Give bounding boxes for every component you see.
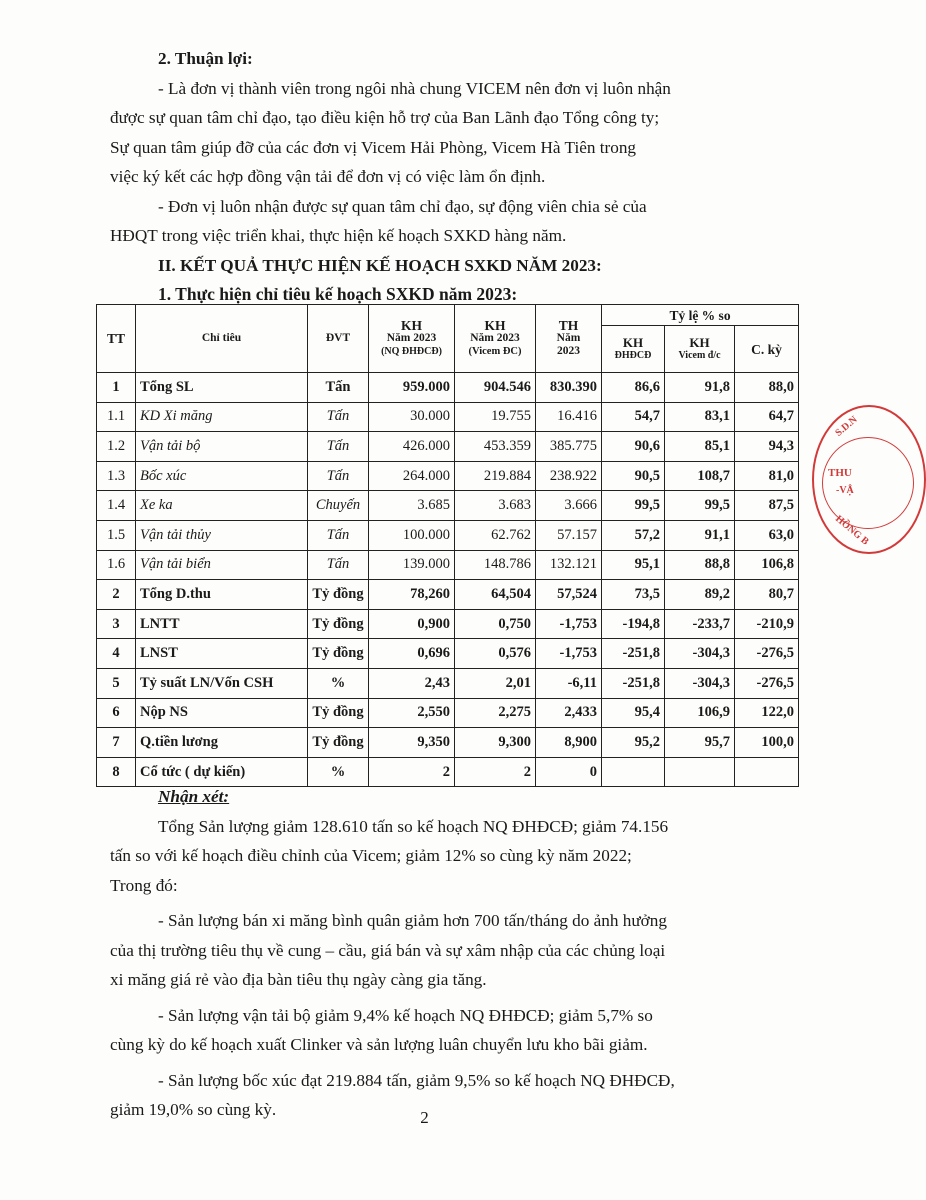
cell-kh-nq: 139.000 — [369, 550, 455, 580]
header-ratio-ck: C. kỳ — [735, 326, 799, 373]
cell-ratio-kh: 99,5 — [602, 491, 665, 521]
cell-th: 2,433 — [536, 698, 602, 728]
cell-ratio-kh: 73,5 — [602, 580, 665, 610]
cell-tt: 7 — [97, 728, 136, 758]
text-line: của thị trường tiêu thụ về cung – cầu, giá bán và sự xâm nhập của các chủng loại — [110, 940, 666, 960]
cell-th: 238.922 — [536, 461, 602, 491]
cell-kh-vicem: 0,576 — [455, 639, 536, 669]
cell-th: 57.157 — [536, 520, 602, 550]
cell-dvt: Tỷ đồng — [308, 580, 369, 610]
table-row — [97, 402, 799, 432]
advantages-paragraph-2 — [110, 192, 760, 251]
cell-kh-nq: 100.000 — [369, 520, 455, 550]
cell-tt: 1.2 — [97, 432, 136, 462]
cell-dvt: % — [308, 668, 369, 698]
cell-th: 16.416 — [536, 402, 602, 432]
remarks-paragraph-2 — [110, 906, 760, 995]
remarks-heading: Nhận xét: — [158, 787, 230, 806]
cell-ratio-vicem: 89,2 — [665, 580, 735, 610]
text-line: - Sản lượng bán xi măng bình quân giảm hơn 700 tấn/tháng do ảnh hưởng — [158, 911, 667, 930]
cell-dvt: % — [308, 757, 369, 787]
text-line: - Sản lượng vận tải bộ giảm 9,4% kế hoạch NQ ĐHĐCĐ; giảm 5,7% so — [158, 1005, 653, 1025]
cell-kh-nq: 2,550 — [369, 698, 455, 728]
cell-kh-vicem: 64,504 — [455, 580, 536, 610]
cell-chi-tieu: Tổng D.thu — [136, 580, 308, 610]
cell-ratio-kh: 57,2 — [602, 520, 665, 550]
cell-kh-nq: 78,260 — [369, 580, 455, 610]
cell-ratio-vicem: 108,7 — [665, 461, 735, 491]
remarks-paragraph-3 — [110, 1001, 760, 1060]
text-line: Tổng Sản lượng giảm 128.610 tấn so kế hoạch NQ ĐHĐCĐ; giảm 74.156 — [158, 816, 669, 836]
cell-tt: 1.4 — [97, 491, 136, 521]
advantages-section — [110, 44, 760, 310]
cell-ratio-ck: 88,0 — [735, 373, 799, 403]
cell-ratio-ck: 80,7 — [735, 580, 799, 610]
cell-tt: 1.6 — [97, 550, 136, 580]
header-ty-le: Tỷ lệ % so — [602, 305, 799, 326]
cell-ratio-ck: 122,0 — [735, 698, 799, 728]
cell-tt: 8 — [97, 757, 136, 787]
cell-chi-tieu: Nộp NS — [136, 698, 308, 728]
cell-kh-vicem: 219.884 — [455, 461, 536, 491]
cell-ratio-vicem: 99,5 — [665, 491, 735, 521]
header-kh-nq: KH Năm 2023 (NQ ĐHĐCĐ) — [369, 305, 455, 373]
stamp-text: S.D.N — [833, 414, 860, 439]
cell-ratio-ck: 100,0 — [735, 728, 799, 758]
cell-kh-vicem: 453.359 — [455, 432, 536, 462]
stamp-text: -VẬ — [836, 485, 854, 496]
header-ratio-kh: KH ĐHĐCĐ — [602, 326, 665, 373]
text-line: HĐQT trong việc triển khai, thực hiện kế hoạch SXKD hàng năm. — [110, 226, 567, 245]
advantages-heading: 2. Thuận lợi: — [158, 49, 253, 68]
cell-ratio-kh: 90,6 — [602, 432, 665, 462]
header-tt: TT — [97, 305, 136, 373]
stamp-text: THU — [828, 467, 852, 479]
cell-ratio-ck: 81,0 — [735, 461, 799, 491]
text-line: cùng kỳ do kế hoạch xuất Clinker và sản lượng luân chuyển lưu kho bãi giảm. — [110, 1035, 648, 1054]
cell-ratio-kh: 95,4 — [602, 698, 665, 728]
cell-ratio-kh: -194,8 — [602, 609, 665, 639]
cell-tt: 1.5 — [97, 520, 136, 550]
cell-chi-tieu: LNST — [136, 639, 308, 669]
cell-chi-tieu: Q.tiền lương — [136, 728, 308, 758]
cell-kh-nq: 0,900 — [369, 609, 455, 639]
cell-ratio-kh: 90,5 — [602, 461, 665, 491]
cell-ratio-ck: 63,0 — [735, 520, 799, 550]
cell-ratio-kh: 86,6 — [602, 373, 665, 403]
cell-th: 385.775 — [536, 432, 602, 462]
cell-dvt: Tấn — [308, 520, 369, 550]
text-line: xi măng giá rẻ vào địa bàn tiêu thụ ngày càng gia tăng. — [110, 970, 487, 989]
cell-th: 132.121 — [536, 550, 602, 580]
text-line: giảm 19,0% so cùng kỳ. — [110, 1100, 277, 1119]
text-line: - Đơn vị luôn nhận được sự quan tâm chỉ đạo, sự động viên chia sẻ của — [158, 196, 647, 216]
cell-ratio-ck: 106,8 — [735, 550, 799, 580]
text-line: được sự quan tâm chỉ đạo, tạo điều kiện hỗ trợ của Ban Lãnh đạo Tổng công ty; — [110, 108, 660, 127]
cell-chi-tieu: Cổ tức ( dự kiến) — [136, 757, 308, 787]
cell-ratio-ck: 87,5 — [735, 491, 799, 521]
cell-th: -1,753 — [536, 609, 602, 639]
cell-ratio-vicem: 85,1 — [665, 432, 735, 462]
cell-dvt: Tỷ đồng — [308, 609, 369, 639]
table-row — [97, 461, 799, 491]
cell-ratio-kh: 95,2 — [602, 728, 665, 758]
cell-th: 8,900 — [536, 728, 602, 758]
cell-dvt: Tấn — [308, 432, 369, 462]
table-row — [97, 698, 799, 728]
table-row — [97, 580, 799, 610]
cell-tt: 6 — [97, 698, 136, 728]
cell-dvt: Tỷ đồng — [308, 698, 369, 728]
cell-ratio-kh: 95,1 — [602, 550, 665, 580]
header-chi-tieu: Chỉ tiêu — [136, 305, 308, 373]
cell-kh-vicem: 2 — [455, 757, 536, 787]
cell-chi-tieu: Tỷ suất LN/Vốn CSH — [136, 668, 308, 698]
cell-ratio-vicem: -304,3 — [665, 668, 735, 698]
cell-chi-tieu: LNTT — [136, 609, 308, 639]
cell-tt: 3 — [97, 609, 136, 639]
cell-kh-vicem: 0,750 — [455, 609, 536, 639]
cell-tt: 4 — [97, 639, 136, 669]
cell-dvt: Tấn — [308, 461, 369, 491]
cell-chi-tieu: KD Xi măng — [136, 402, 308, 432]
cell-ratio-ck: -276,5 — [735, 668, 799, 698]
header-dvt: ĐVT — [308, 305, 369, 373]
cell-dvt: Tỷ đồng — [308, 728, 369, 758]
cell-ratio-vicem: 88,8 — [665, 550, 735, 580]
cell-ratio-vicem: 95,7 — [665, 728, 735, 758]
table-row — [97, 609, 799, 639]
cell-th: -1,753 — [536, 639, 602, 669]
cell-tt: 2 — [97, 580, 136, 610]
text-line: - Sản lượng bốc xúc đạt 219.884 tấn, giảm 9,5% so kế hoạch NQ ĐHĐCĐ, — [158, 1070, 675, 1090]
header-ratio-vicem: KH Vicem đ/c — [665, 326, 735, 373]
table-row — [97, 639, 799, 669]
cell-tt: 1.1 — [97, 402, 136, 432]
table-row — [97, 550, 799, 580]
cell-ratio-vicem: -233,7 — [665, 609, 735, 639]
cell-kh-nq: 426.000 — [369, 432, 455, 462]
advantages-paragraph-1 — [110, 74, 760, 192]
stamp-inner-ring — [822, 437, 914, 529]
cell-th: 57,524 — [536, 580, 602, 610]
table-row — [97, 432, 799, 462]
cell-chi-tieu: Bốc xúc — [136, 461, 308, 491]
cell-dvt: Tấn — [308, 550, 369, 580]
cell-ratio-kh: -251,8 — [602, 668, 665, 698]
text-line: việc ký kết các hợp đồng vận tải để đơn vị có việc làm ổn định. — [110, 167, 546, 186]
cell-ratio-kh: 54,7 — [602, 402, 665, 432]
table-row — [97, 668, 799, 698]
cell-ratio-vicem: -304,3 — [665, 639, 735, 669]
cell-kh-vicem: 62.762 — [455, 520, 536, 550]
header-kh-vicem: KH Năm 2023 (Vicem ĐC) — [455, 305, 536, 373]
cell-kh-vicem: 9,300 — [455, 728, 536, 758]
company-stamp — [812, 405, 926, 554]
cell-ratio-ck: 94,3 — [735, 432, 799, 462]
cell-kh-nq: 30.000 — [369, 402, 455, 432]
text-line: Trong đó: — [110, 875, 178, 895]
cell-tt: 5 — [97, 668, 136, 698]
text-line: - Là đơn vị thành viên trong ngôi nhà chung VICEM nên đơn vị luôn nhận — [158, 78, 671, 98]
cell-kh-nq: 2 — [369, 757, 455, 787]
cell-th: 830.390 — [536, 373, 602, 403]
header-th: TH Năm 2023 — [536, 305, 602, 373]
cell-ratio-ck: -276,5 — [735, 639, 799, 669]
cell-kh-vicem: 2,01 — [455, 668, 536, 698]
cell-ratio-vicem: 91,8 — [665, 373, 735, 403]
cell-kh-nq: 264.000 — [369, 461, 455, 491]
cell-dvt: Tỷ đồng — [308, 639, 369, 669]
cell-ratio-vicem: 106,9 — [665, 698, 735, 728]
subsection-heading: 1. Thực hiện chỉ tiêu kế hoạch SXKD năm 2023: — [158, 284, 518, 304]
cell-kh-vicem: 3.683 — [455, 491, 536, 521]
cell-kh-nq: 9,350 — [369, 728, 455, 758]
cell-kh-nq: 959.000 — [369, 373, 455, 403]
cell-chi-tieu: Xe ka — [136, 491, 308, 521]
cell-th: -6,11 — [536, 668, 602, 698]
cell-chi-tieu: Tổng SL — [136, 373, 308, 403]
table-row — [97, 373, 799, 403]
cell-kh-vicem: 19.755 — [455, 402, 536, 432]
table-row — [97, 728, 799, 758]
cell-chi-tieu: Vận tải biển — [136, 550, 308, 580]
cell-ratio-vicem: 83,1 — [665, 402, 735, 432]
remarks-paragraph-1 — [110, 812, 760, 901]
cell-tt: 1 — [97, 373, 136, 403]
table-row — [97, 491, 799, 521]
cell-ratio-vicem: 91,1 — [665, 520, 735, 550]
cell-dvt: Chuyến — [308, 491, 369, 521]
cell-th: 3.666 — [536, 491, 602, 521]
cell-chi-tieu: Vận tải thủy — [136, 520, 308, 550]
cell-tt: 1.3 — [97, 461, 136, 491]
page-number: 2 — [420, 1108, 429, 1127]
table-row — [97, 520, 799, 550]
cell-kh-nq: 2,43 — [369, 668, 455, 698]
text-line: tấn so với kế hoạch điều chỉnh của Vicem; giảm 12% so cùng kỳ năm 2022; — [110, 846, 632, 865]
cell-th: 0 — [536, 757, 602, 787]
cell-dvt: Tấn — [308, 402, 369, 432]
cell-ratio-kh: -251,8 — [602, 639, 665, 669]
cell-dvt: Tấn — [308, 373, 369, 403]
cell-chi-tieu: Vận tải bộ — [136, 432, 308, 462]
cell-kh-nq: 3.685 — [369, 491, 455, 521]
kpi-table-body — [97, 373, 799, 787]
cell-ratio-ck: 64,7 — [735, 402, 799, 432]
remarks-section — [110, 782, 760, 1125]
cell-ratio-ck: -210,9 — [735, 609, 799, 639]
stamp-text: HỒNG B — [833, 513, 871, 548]
cell-kh-vicem: 904.546 — [455, 373, 536, 403]
text-line: Sự quan tâm giúp đỡ của các đơn vị Vicem Hải Phòng, Vicem Hà Tiên trong — [110, 137, 637, 157]
cell-kh-vicem: 2,275 — [455, 698, 536, 728]
cell-kh-vicem: 148.786 — [455, 550, 536, 580]
cell-kh-nq: 0,696 — [369, 639, 455, 669]
kpi-table — [96, 304, 799, 787]
section-heading: II. KẾT QUẢ THỰC HIỆN KẾ HOẠCH SXKD NĂM 2023: — [158, 255, 602, 275]
